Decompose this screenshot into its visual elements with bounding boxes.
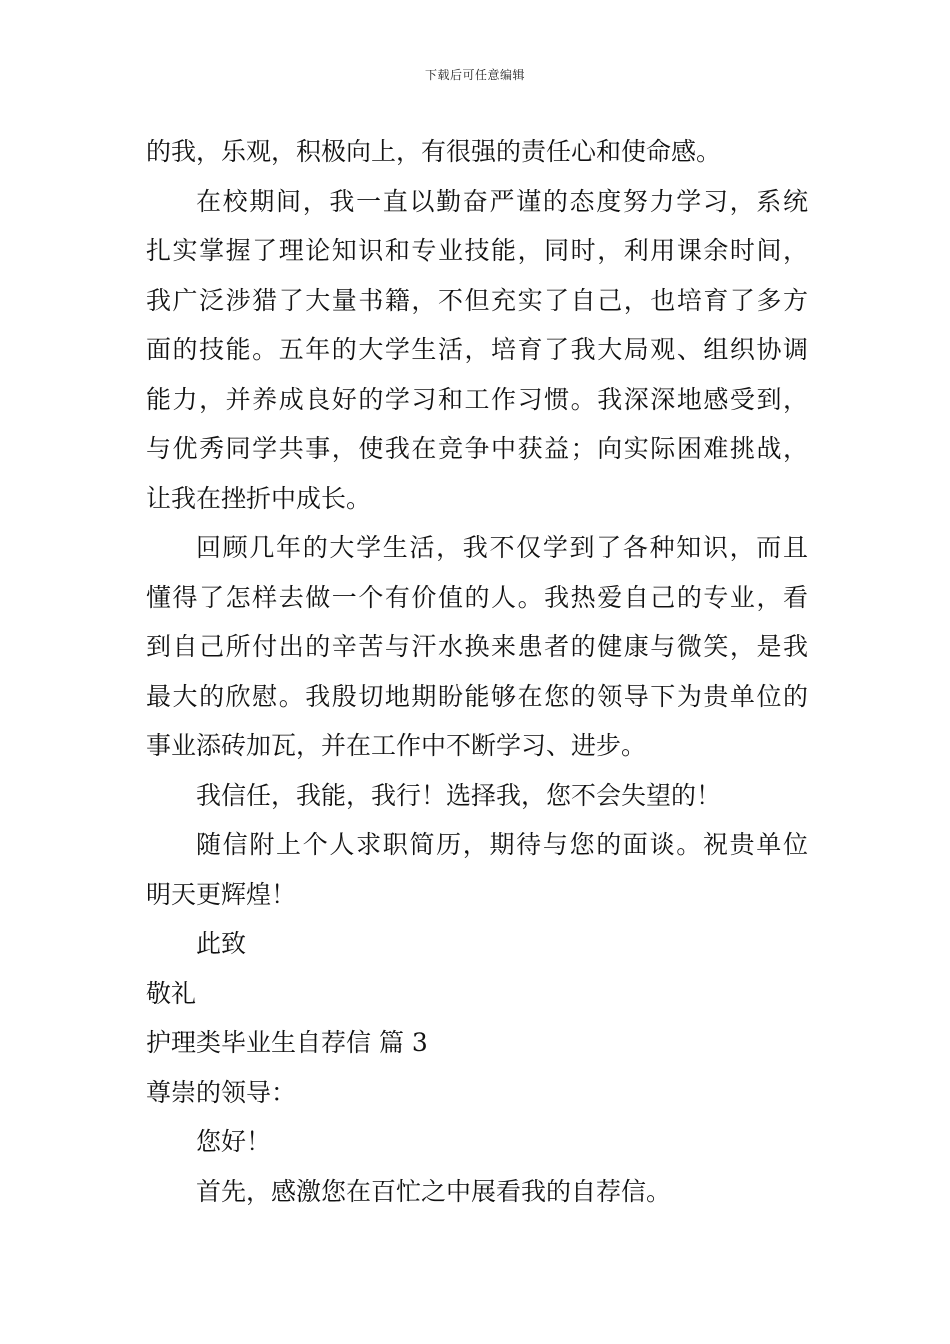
text-line: 到自己所付出的辛苦与汗水换来患者的健康与微笑，是我 [146,632,808,661]
greeting-addressee: 尊崇的领导： [146,1077,297,1107]
section-title: 护理类毕业生自荐信 篇 3 [146,1028,428,1057]
text-line: 能力，并养成良好的学习和工作习惯。我深深地感受到， [146,384,808,414]
closing-line: 此致 [196,929,247,958]
text-line: 我广泛涉猎了大量书籍，不但充实了自己，也培育了多方 [146,285,808,315]
text-line: 明天更辉煌！ [146,879,297,909]
text-line: 随信附上个人求职简历，期待与您的面谈。祝贵单位 [196,830,808,859]
text-line: 回顾几年的大学生活，我不仅学到了各种知识，而且 [196,533,808,562]
text-line: 在校期间，我一直以勤奋严谨的态度努力学习，系统 [196,186,808,216]
text-line: 事业添砖加瓦，并在工作中不断学习、进步。 [146,731,647,760]
salutation-line: 敬礼 [146,978,197,1008]
text-line: 扎实掌握了理论知识和专业技能，同时，利用课余时间， [146,236,808,265]
text-line: 面的技能。五年的大学生活，培育了我大局观、组织协调 [146,335,808,364]
text-line: 我信任，我能，我行！选择我，您不会失望的！ [196,780,722,810]
text-line: 首先，感激您在百忙之中展看我的自荐信。 [196,1176,672,1206]
greeting-line: 您好！ [196,1127,272,1156]
page-header: 下载后可任意编辑 [424,68,525,82]
text-line: 让我在挫折中成长。 [146,483,372,513]
text-line: 与优秀同学共事，使我在竞争中获益；向实际困难挑战， [146,434,808,463]
document-body [146,127,808,1216]
text-line: 最大的欣慰。我殷切地期盼能够在您的领导下为贵单位的 [146,681,808,711]
text-line: 的我，乐观，积极向上，有很强的责任心和使命感。 [146,137,722,166]
text-line: 懂得了怎样去做一个有价值的人。我热爱自己的专业，看 [146,582,808,612]
